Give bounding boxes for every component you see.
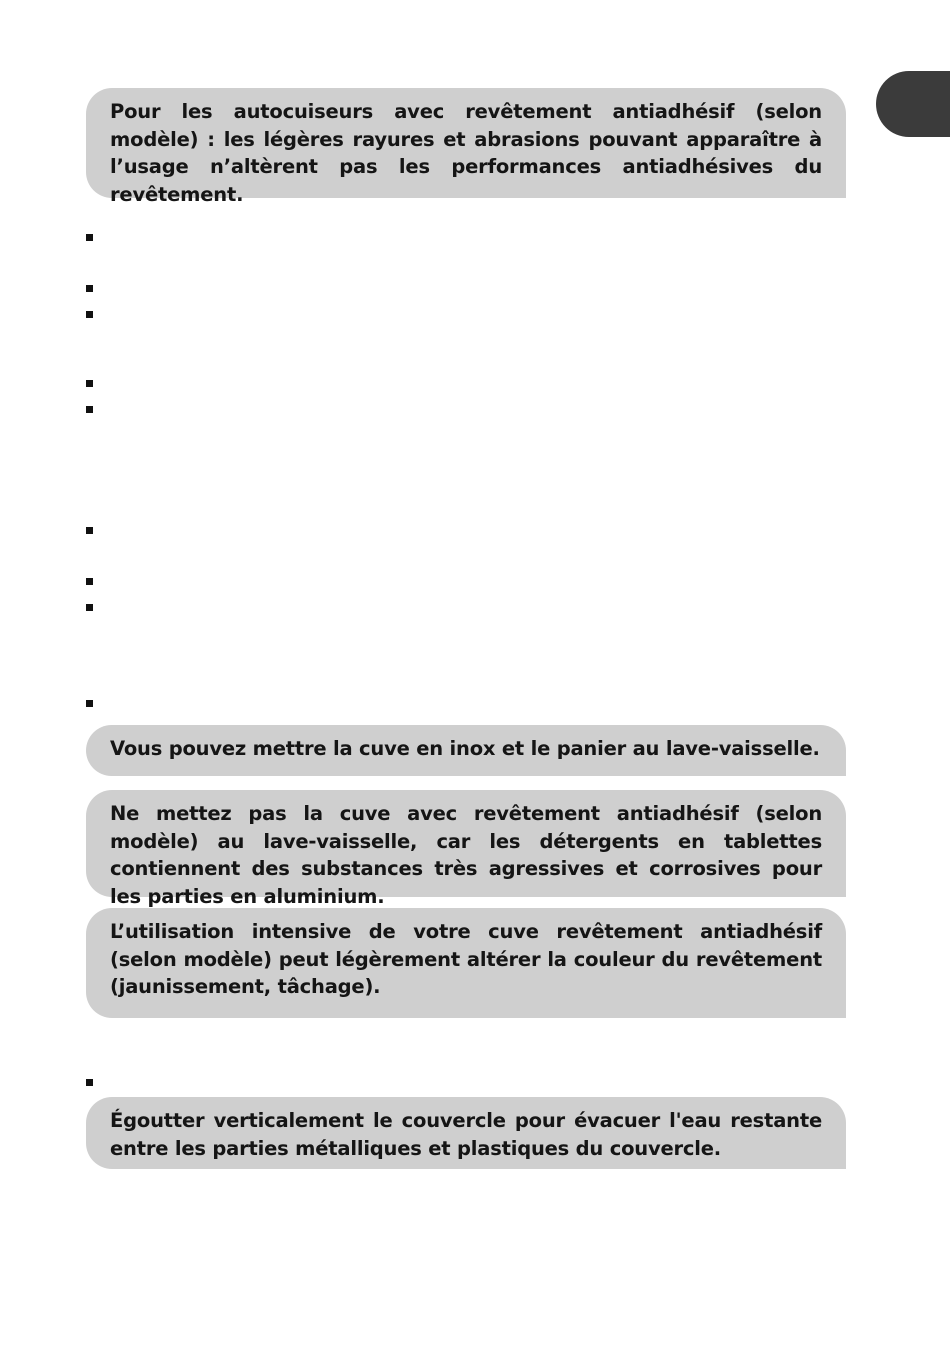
note-text: Pour les autocuiseurs avec revêtement antiadhésif (selon modèle) : les légères rayures et abrasions pouvant apparaître à l’usage n’altèrent pas les performances antiadhésives du revêtement. [110,100,822,206]
note-text: Égoutter verticalement le couvercle pour évacuer l'eau restante entre les parties métalliques et plastiques du couvercle. [110,1109,822,1160]
bullet-marker [86,578,93,585]
bullet-marker [86,1079,93,1086]
page-tab-marker [876,71,950,137]
note-lid-draining [86,1097,846,1169]
bullet-marker [86,527,93,534]
note-text: L’utilisation intensive de votre cuve revêtement antiadhésif (selon modèle) peut légèrement altérer la couleur du revêtement (jaunissement, tâchage). [110,920,822,998]
note-dishwasher-warning [86,790,846,908]
note-nonstick-scratches [86,88,846,206]
bullet-marker [86,604,93,611]
note-coating-discoloration [86,908,846,1018]
bullet-marker [86,285,93,292]
note-dishwasher-ok [86,725,846,776]
bullet-marker [86,234,93,241]
note-text: Vous pouvez mettre la cuve en inox et le panier au lave-vaisselle. [110,737,820,760]
bullet-marker [86,700,93,707]
bullet-marker [86,311,93,318]
bullet-marker [86,406,93,413]
bullet-marker [86,380,93,387]
note-text: Ne mettez pas la cuve avec revêtement antiadhésif (selon modèle) au lave-vaisselle, car les détergents en tablettes contiennent des substances très agressives et corrosives pour les parties en aluminium. [110,802,822,908]
